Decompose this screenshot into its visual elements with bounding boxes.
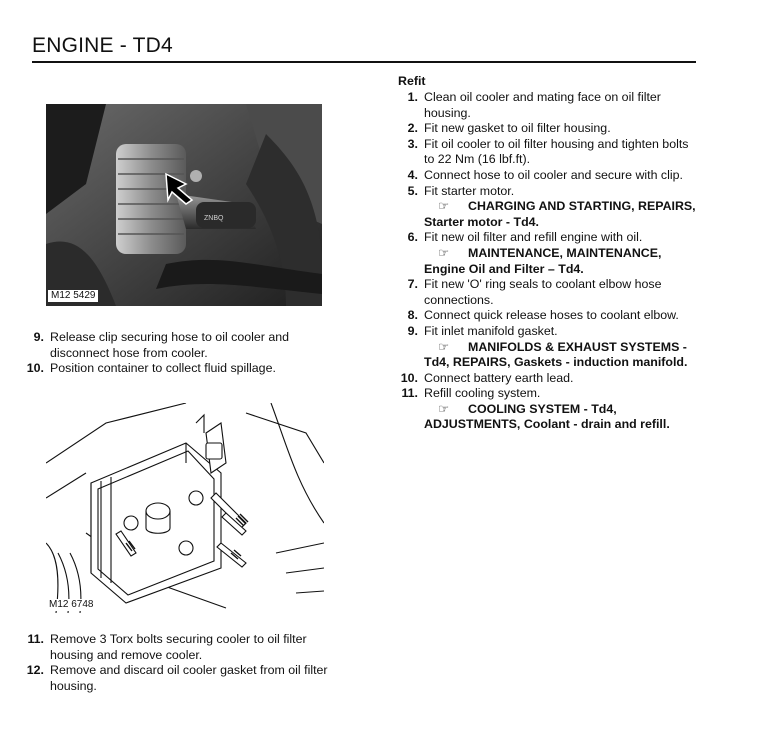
header-rule bbox=[32, 61, 696, 63]
list-item: 1. Clean oil cooler and mating face on oil filter housing. bbox=[407, 90, 661, 120]
cross-reference-link[interactable]: ☞ COOLING SYSTEM - Td4, ADJUSTMENTS, Coolant - drain and refill. bbox=[424, 401, 670, 432]
refit-steps bbox=[390, 90, 700, 433]
drawing-figure-label: M12 6748 bbox=[46, 599, 96, 611]
cross-reference-link[interactable]: ☞ MANIFOLDS & EXHAUST SYSTEMS - Td4, REPAIRS, Gaskets - induction manifold. bbox=[424, 339, 688, 370]
list-item: 2. Fit new gasket to oil filter housing. bbox=[407, 121, 611, 136]
list-item: 10. Connect battery earth lead. bbox=[400, 370, 574, 385]
pointing-hand-icon: ☞ bbox=[438, 401, 450, 416]
photo-figure-label: M12 5429 bbox=[48, 290, 98, 302]
cross-reference-link[interactable]: ☞ MAINTENANCE, MAINTENANCE, Engine Oil and Filter – Td4. bbox=[424, 245, 662, 276]
oil-cooler-line-drawing bbox=[46, 403, 324, 613]
pointing-hand-icon: ☞ bbox=[438, 339, 450, 354]
list-item: 7. Fit new 'O' ring seals to coolant elbow hose connections. bbox=[407, 277, 662, 307]
pointing-hand-icon: ☞ bbox=[438, 245, 450, 260]
removal-steps-a bbox=[16, 330, 328, 377]
list-item: 4. Connect hose to oil cooler and secure with clip. bbox=[407, 167, 683, 182]
list-item: 11. Remove 3 Torx bolts securing cooler to oil filter housing and remove cooler. bbox=[27, 632, 307, 662]
list-item: 12. Remove and discard oil cooler gasket from oil filter housing. bbox=[26, 663, 328, 693]
engine-photo-graphic bbox=[46, 104, 322, 306]
cooler-drawing-graphic bbox=[46, 403, 324, 613]
removal-steps-b bbox=[16, 632, 334, 694]
svg-text:ZNBQ: ZNBQ bbox=[204, 215, 224, 222]
list-item: 9. Fit inlet manifold gasket. ☞ MANIFOLDS & EXHAUST SYSTEMS - Td4, REPAIRS, Gaskets - induction manifold. bbox=[390, 324, 700, 371]
oil-cooler-photo bbox=[46, 104, 322, 306]
refit-heading: Refit bbox=[398, 74, 426, 88]
list-item: 6. Fit new oil filter and refill engine with oil. ☞ MAINTENANCE, MAINTENANCE, Engine Oil and Filter – Td4. bbox=[390, 230, 700, 277]
list-item: 9. Release clip securing hose to oil cooler and disconnect hose from cooler. bbox=[33, 330, 290, 360]
list-item: 10. Position container to collect fluid spillage. bbox=[26, 361, 276, 376]
list-item: 5. Fit starter motor. ☞ CHARGING AND STARTING, REPAIRS, Starter motor - Td4. bbox=[390, 184, 700, 231]
list-item: 3. Fit oil cooler to oil filter housing and tighten bolts to 22 Nm (16 lbf.ft). bbox=[407, 136, 689, 167]
pointing-hand-icon: ☞ bbox=[438, 199, 450, 214]
list-item: 8. Connect quick release hoses to coolant elbow. bbox=[407, 308, 679, 323]
page-title: ENGINE - TD4 bbox=[32, 34, 173, 57]
cross-reference-link[interactable]: ☞ CHARGING AND STARTING, REPAIRS, Starter motor - Td4. bbox=[424, 199, 696, 229]
list-item: 11. Refill cooling system. ☞ COOLING SYSTEM - Td4, ADJUSTMENTS, Coolant - drain and refill. bbox=[390, 386, 700, 433]
